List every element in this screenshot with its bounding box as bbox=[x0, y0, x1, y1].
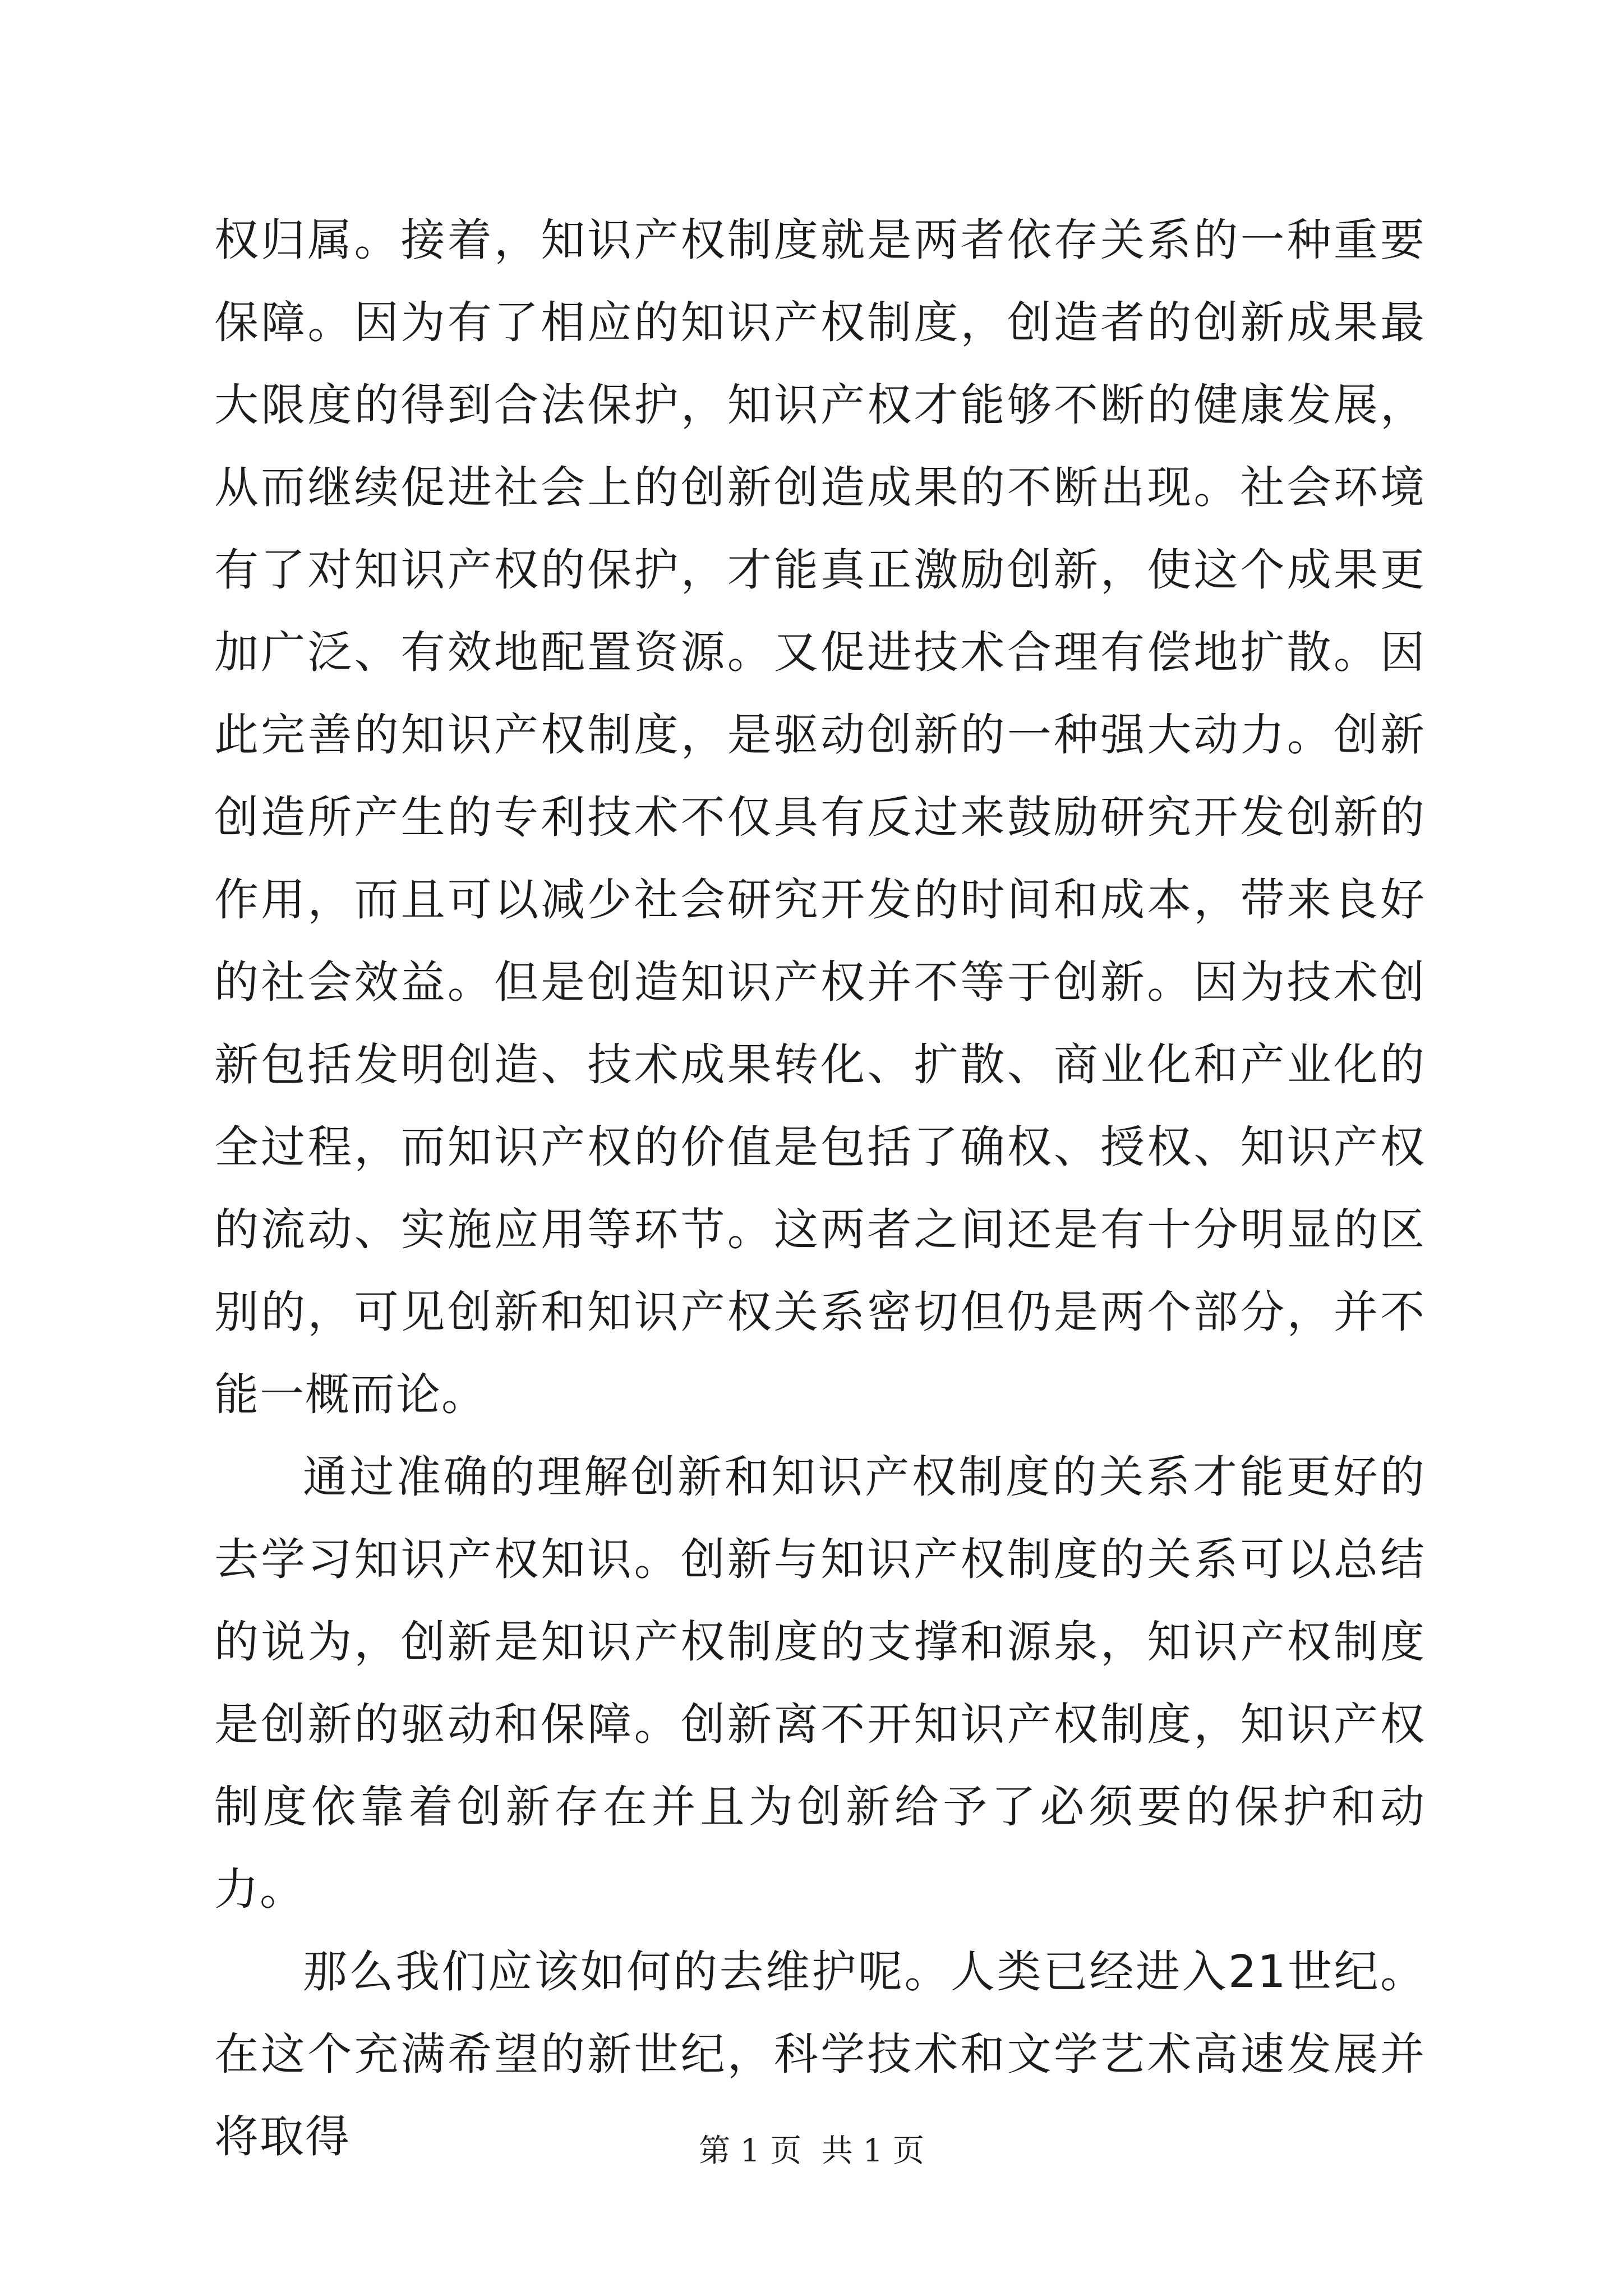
paragraph-2: 通过准确的理解创新和知识产权制度的关系才能更好的去学习知识产权知识。创新与知识产权制度的关系可以总结的说为，创新是知识产权制度的支撑和源泉，知识产权制度是创新的驱动和保障。创新离不开知识产权制度，知识产权制度依靠着创新存在并且为创新给予了必须要的保护和动力。 bbox=[214, 1451, 1426, 1915]
paragraph-3: 那么我们应该如何的去维护呢。人类已经进入21世纪。在这个充满希望的新世纪，科学技术和文学艺术高速发展并将取得 bbox=[214, 1946, 1426, 2162]
document-body bbox=[214, 199, 1426, 2178]
page-footer: 第 1 页 共 1 页 bbox=[698, 2133, 925, 2169]
paragraph-1: 权归属。接着，知识产权制度就是两者依存关系的一种重要保障。因为有了相应的知识产权制度，创造者的创新成果最大限度的得到合法保护，知识产权才能够不断的健康发展，从而继续促进社会上的创新创造成果的不断出现。社会环境有了对知识产权的保护，才能真正激励创新，使这个成果更加广泛、有效地配置资源。又促进技术合理有偿地扩散。因此完善的知识产权制度，是驱动创新的一种强大动力。创新创造所产生的专利技术不仅具有反过来鼓励研究开发创新的作用，而且可以减少社会研究开发的时间和成本，带来良好的社会效益。但是创造知识产权并不等于创新。因为技术创新包括发明创造、技术成果转化、扩散、商业化和产业化的全过程，而知识产权的价值是包括了确权、授权、知识产权的流动、实施应用等环节。这两者之间还是有十分明显的区别的，可见创新和知识产权关系密切但仍是两个部分，并不能一概而论。 bbox=[214, 214, 1426, 1420]
